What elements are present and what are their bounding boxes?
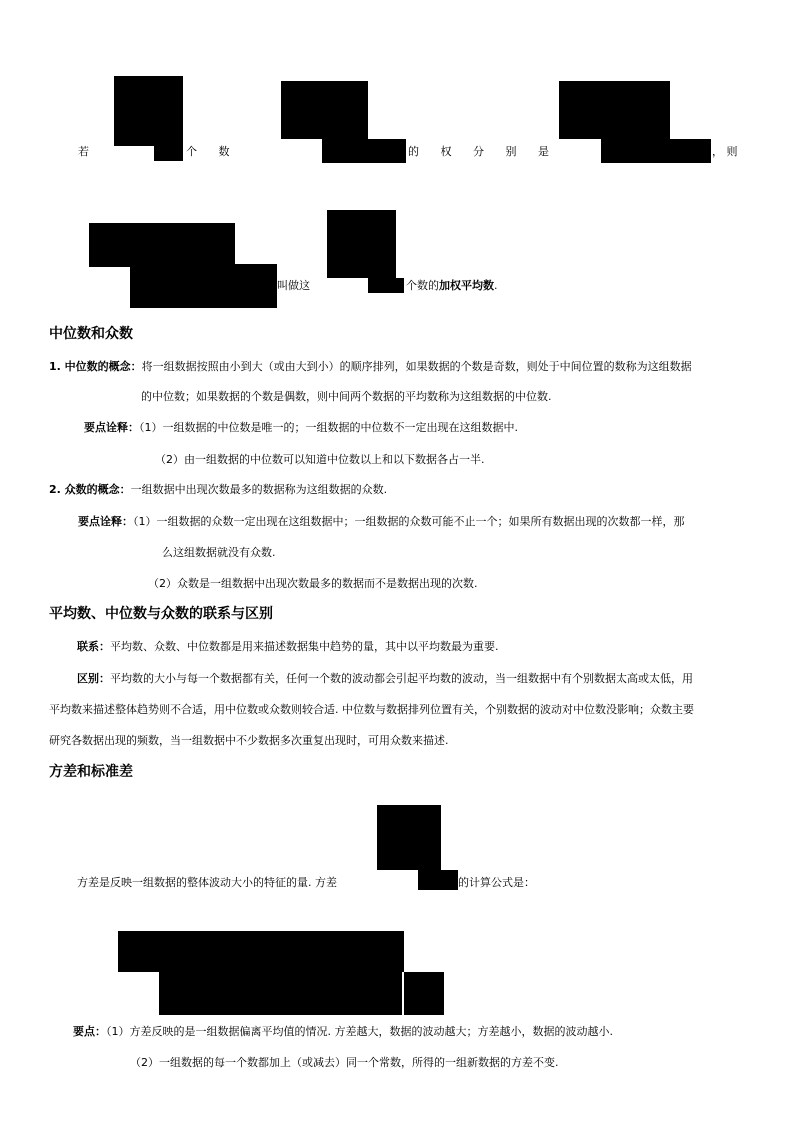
redacted-formula-block: [670, 139, 711, 163]
relation-diff3: 研究各数据出现的频数，当一组数据中不少数据多次重复出现时，可用众数来描述.: [49, 734, 449, 747]
mode-note1b: 么这组数据就没有众数.: [162, 546, 276, 559]
median-note-label: 要点诠释：: [84, 421, 139, 434]
redacted-formula-block: [418, 870, 458, 890]
relation-link-label: 联系：: [77, 640, 110, 653]
redacted-formula-block: [404, 972, 444, 1015]
variance-note1: （1）方差反映的是一组数据偏离平均值的情况. 方差越大，数据的波动越大；方差越小，数据的波动越小.: [106, 1025, 613, 1038]
relation-link-text: 平均数、众数、中位数都是用来描述数据集中趋势的量，其中以平均数最为重要.: [110, 640, 499, 653]
weighted-text-jiao-zuo-zhe: 叫做这: [277, 279, 310, 292]
redacted-formula-block: [368, 139, 406, 163]
redacted-formula-block: [322, 139, 368, 163]
redacted-formula-block: [559, 81, 670, 139]
redacted-formula-block: [159, 972, 402, 1015]
redacted-formula-block: [601, 139, 670, 163]
weighted-text-ze: ， 则: [712, 145, 738, 158]
mode-definition-line: [49, 483, 387, 497]
redacted-formula-block: [89, 223, 235, 267]
median-definition-text1: 将一组数据按照由小到大（或由大到小）的顺序排列，如果数据的个数是奇数，则处于中间位置的数称为这组数据: [141, 360, 692, 373]
relation-link-line: [77, 640, 499, 654]
variance-intro-a: 方差是反映一组数据的整体波动大小的特征的量. 方差: [77, 876, 337, 889]
mode-note1a: （1）一组数据的众数一定出现在这组数据中；一组数据的众数可能不止一个；如果所有数据出现的次数都一样，那: [133, 515, 685, 528]
weighted-text-end: .: [494, 279, 498, 292]
redacted-formula-block: [327, 210, 396, 278]
weighted-mean-term: 加权平均数: [439, 279, 494, 292]
mode-definition-label: 2. 众数的概念：: [49, 483, 131, 496]
mode-note-label: 要点诠释：: [78, 515, 133, 528]
relation-diff2: 平均数来描述整体趋势则不合适，用中位数或众数则较合适. 中位数与数据排列位置有关，个别数据的波动对中位数没影响；众数主要: [49, 703, 694, 716]
relation-diff1: 平均数的大小与每一个数据都有关，任何一个数的波动都会引起平均数的波动，当一组数据中有个别数据太高或太低，用: [110, 672, 693, 685]
median-definition-label: 1. 中位数的概念：: [49, 360, 142, 373]
variance-note-line1: [73, 1025, 613, 1039]
redacted-formula-block: [281, 81, 368, 139]
redacted-formula-block: [114, 76, 183, 146]
mode-note-line1: [78, 515, 685, 529]
redacted-formula-block: [118, 931, 404, 972]
relation-diff-line1: [77, 672, 693, 686]
weighted-text-ge-shu-de: 个数的: [406, 279, 439, 292]
weighted-text-ge-shu: 个 数: [186, 145, 239, 158]
median-definition-line1: [49, 360, 692, 374]
variance-note2: （2）一组数据的每一个数都加上（或减去）同一个常数，所得的一组新数据的方差不变.: [130, 1056, 559, 1069]
heading-variance: 方差和标准差: [49, 764, 133, 780]
weighted-text-de-quan: 的 权 分 别 是: [408, 145, 558, 158]
redacted-formula-block: [154, 146, 183, 161]
weighted-text-line2b: [406, 279, 498, 293]
redacted-formula-block: [368, 278, 404, 293]
heading-median-mode: 中位数和众数: [49, 326, 133, 342]
median-note2: （2）由一组数据的中位数可以知道中位数以上和以下数据各占一半.: [155, 453, 485, 466]
median-note-line1: [84, 421, 518, 435]
median-note1: （1）一组数据的中位数是唯一的；一组数据的中位数不一定出现在这组数据中.: [139, 421, 518, 434]
redacted-formula-block: [130, 264, 277, 308]
variance-intro-b: 的计算公式是：: [458, 876, 535, 889]
heading-relation: 平均数、中位数与众数的联系与区别: [49, 606, 273, 622]
weighted-text-line2: [277, 279, 310, 293]
variance-note-label: 要点：: [73, 1025, 106, 1038]
mode-note2: （2）众数是一组数据中出现次数最多的数据而不是数据出现的次数.: [148, 577, 478, 590]
redacted-formula-block: [377, 805, 441, 870]
weighted-text-ruo: 若: [78, 145, 89, 158]
median-definition-text2: 的中位数；如果数据的个数是偶数，则中间两个数据的平均数称为这组数据的中位数.: [141, 390, 552, 403]
relation-diff-label: 区别：: [77, 672, 110, 685]
mode-definition-text: 一组数据中出现次数最多的数据称为这组数据的众数.: [130, 483, 388, 496]
